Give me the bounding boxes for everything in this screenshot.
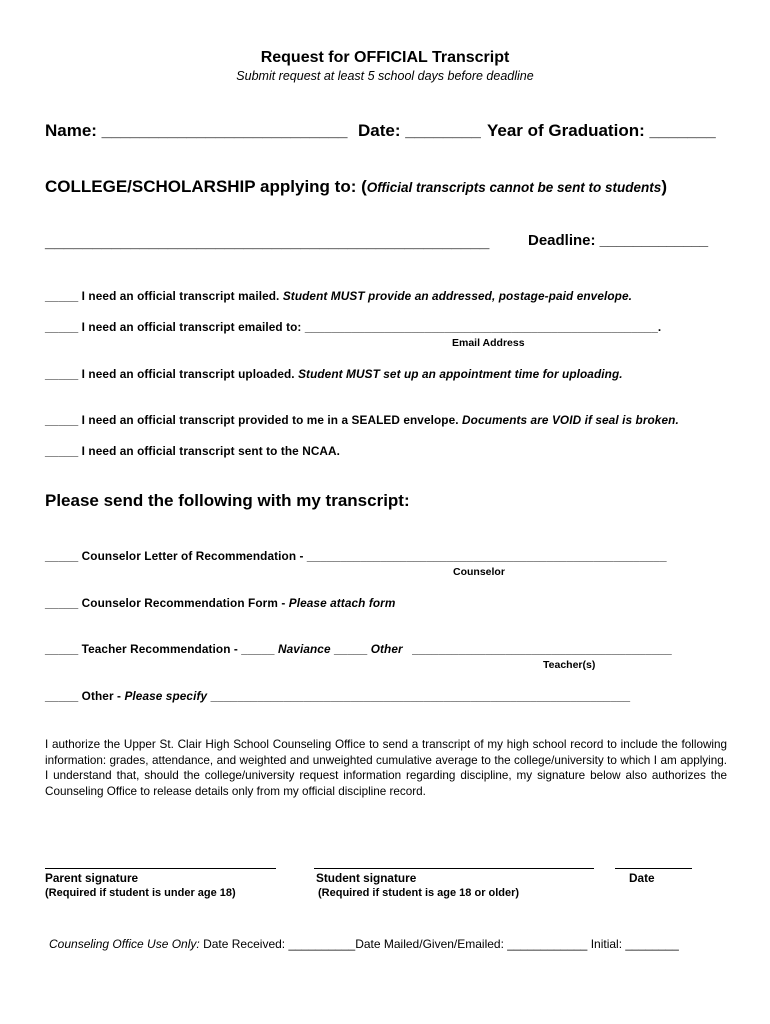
college-note: Official transcripts cannot be sent to students — [366, 180, 662, 195]
send-heading: Please send the following with my transcript: — [45, 491, 410, 510]
send-teacher[interactable] — [45, 642, 672, 656]
send-counselor-form-text: _____ Counselor Recommendation Form - — [45, 596, 289, 610]
send-other-note: Please specify — [124, 689, 208, 703]
student-signature-line[interactable] — [314, 868, 594, 869]
send-counselor-form-note: Please attach form — [288, 596, 396, 610]
date-signature-line[interactable] — [615, 868, 692, 869]
college-label-text: COLLEGE/SCHOLARSHIP applying to: ( — [45, 177, 367, 196]
deadline-field[interactable]: Deadline: _____________ — [528, 232, 709, 249]
option-sealed-note: Documents are VOID if seal is broken. — [462, 413, 679, 427]
college-name-field[interactable]: _______________________________________________ — [45, 232, 490, 251]
date-mailed-field[interactable]: Date Mailed/Given/Emailed: ____________ — [355, 937, 588, 951]
date-field[interactable]: Date: ________ — [358, 121, 481, 140]
send-teacher-text: _____ Teacher Recommendation - _____ — [45, 642, 275, 656]
initial-field[interactable]: Initial: ________ — [590, 937, 679, 951]
parent-signature-note: (Required if student is under age 18) — [45, 887, 236, 899]
date-signature-label: Date — [629, 871, 655, 885]
page-subtitle: Submit request at least 5 school days before deadline — [236, 69, 534, 83]
option-mailed-note: Student MUST provide an addressed, postage-paid envelope. — [282, 289, 633, 303]
graduation-year-field[interactable]: Year of Graduation: _______ — [487, 121, 716, 140]
authorization-paragraph: I authorize the Upper St. Clair High School Counseling Office to send a transcript of my high school record to include the following information: grades, attendance, and weighted and unweighted cumulative average to the college/university to which I am applying. I understand that, should the college/university request information regarding discipline, my signature below also authorizes the Counseling Office to release details only from my official discipline record. — [45, 738, 727, 798]
send-other[interactable] — [45, 689, 630, 703]
office-use-label: Counseling Office Use Only: — [49, 937, 200, 951]
option-sealed[interactable] — [45, 413, 679, 427]
option-uploaded[interactable] — [45, 367, 623, 381]
send-counselor-letter[interactable]: _____ Counselor Letter of Recommendation - ______________________________________________________ — [45, 549, 667, 563]
option-ncaa[interactable]: _____ I need an official transcript sent to the NCAA. — [45, 444, 341, 458]
date-received-field[interactable]: Date Received: __________ — [203, 937, 356, 951]
teacher-caption: Teacher(s) — [543, 659, 596, 671]
other-label: Other — [370, 642, 403, 656]
option-mailed-text: _____ I need an official transcript mailed. — [45, 289, 280, 303]
parent-signature-line[interactable] — [45, 868, 276, 869]
counselor-caption: Counselor — [453, 566, 505, 578]
email-address-caption: Email Address — [452, 337, 525, 349]
option-sealed-text: _____ I need an official transcript provided to me in a SEALED envelope. — [45, 413, 459, 427]
office-use-line — [49, 937, 679, 951]
option-emailed[interactable]: _____ I need an official transcript emailed to: _____________________________________________________. — [45, 320, 662, 334]
page-title: Request for OFFICIAL Transcript — [260, 49, 510, 66]
option-uploaded-text: _____ I need an official transcript uploaded. — [45, 367, 295, 381]
send-other-text: _____ Other - — [45, 689, 125, 703]
teacher-blank: _______________________________________ — [412, 642, 672, 656]
parent-signature-label: Parent signature — [45, 871, 139, 885]
send-other-blank: _______________________________________________________________ — [210, 689, 631, 703]
college-close: ) — [661, 177, 667, 196]
option-uploaded-note: Student MUST set up an appointment time for uploading. — [298, 367, 623, 381]
naviance-label: Naviance — [278, 642, 331, 656]
student-signature-label: Student signature — [316, 871, 417, 885]
name-field[interactable]: Name: __________________________ — [45, 121, 348, 140]
naviance-other-blank: _____ — [334, 642, 368, 656]
student-signature-note: (Required if student is age 18 or older) — [318, 887, 520, 899]
college-label — [45, 177, 667, 197]
send-counselor-form[interactable] — [45, 596, 395, 610]
option-mailed[interactable] — [45, 289, 632, 303]
